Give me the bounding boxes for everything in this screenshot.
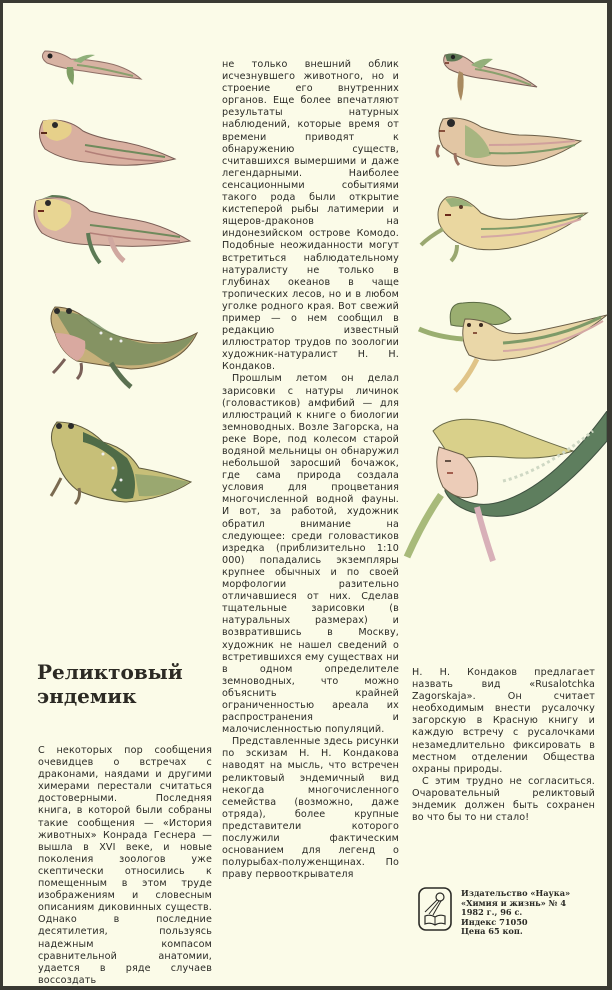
paragraph: не только внешний облик исчезнувшего животного, но и строение его внутренних органов. Еще более впечатляют результаты натурных наблюдений, которые время от времени приводят к обнаружению существ, считавшихся вымершими и даже легендарными. Наиболее сенсационными событиями такого рода были открытие кистеперой рыбы латимерии и ящеров-драконов на индонезийском острове Комодо. Подобные неожиданности могут встретиться наблюдательному натуралисту не только в глубинах океанов в чаще тропических лесов, но и в любом уголке родного края. Вот свежий пример — о нем сообщил в редакцию известный иллюстратор трудов по зоологии художник-натуралист Н. Н. Кондаков.: [222, 59, 399, 373]
magazine-page: [3, 3, 607, 986]
imprint-price: Цена 65 коп.: [461, 926, 523, 937]
paragraph: Прошлым летом он делал зарисовки с натуры личинок (головастиков) амфибий — для иллюстраций к книге о биологии земноводных. Возле Загорска, на реке Воре, под колесом старой водяной мельницы он обнаружил небольшой заросший бочажок, где сама природа создала условия для процветания многочисленной водной фауны. И вот, за работой, художник обратил внимание на следующее: среди головастиков изредка (приблизительно 1:10 000) попадались экземпляры крупнее обычных и по своей морфологии разительно отличавшиеся от них. Сделав тщательные зарисовки (в натуральных размерах) и возвратившись в Москву, художник не нашел сведений о встретившихся ему существах ни в одном определителе земноводных, что можно объяснить крайней ограниченностью ареала их распространения и малочисленностью популяций.: [222, 373, 399, 736]
rusalka-larva-1-illustration: [441, 47, 541, 107]
article-middle-column: [222, 59, 399, 881]
froglet-stage-1-illustration: [41, 303, 201, 403]
article-title-line-1: Реликтовый: [37, 660, 183, 684]
rusalka-adult-illustration: [393, 411, 607, 571]
imprint-text: [461, 889, 570, 937]
paragraph: Представленные здесь рисунки по эскизам Н. Н. Кондакова наводят на мысль, что встречен реликтовый эндемичный вид некогда многочисленного семейства (возможно, даже отряда), более крупные представители которого послужили фактическим основанием для легенд о полурыбах-полуженщинах. По праву первооткрывателя: [222, 736, 399, 881]
paragraph: С этим трудно не согласиться. Очаровательный реликтовый эндемик должен быть сохранен во что бы то ни стало!: [412, 775, 595, 824]
imprint-journal-issue: «Химия и жизнь» № 4: [461, 897, 567, 908]
imprint-year-pages: 1982 г., 96 с.: [461, 907, 523, 918]
sputnik-book-emblem-icon: [417, 886, 453, 932]
imprint-publisher: Издательство «Наука»: [461, 888, 571, 898]
publisher-imprint: [417, 886, 607, 936]
article-title-line-2: эндемик: [37, 684, 137, 708]
rusalka-larva-2-illustration: [435, 115, 585, 177]
tadpole-stage-3-illustration: [30, 189, 195, 269]
tadpole-stage-1-illustration: [37, 41, 147, 91]
rusalka-larva-3-illustration: [417, 193, 597, 267]
tadpole-stage-2-illustration: [35, 111, 180, 181]
article-title: [37, 660, 217, 708]
froglet-stage-2-illustration: [43, 418, 193, 523]
paragraph: Н. Н. Кондаков предлагает назвать вид «Rusalotchka Zagorskaja». Он считает необходимым внести русалочку загорскую в Красную книгу и каждую встречу с русалочками незамедлительно фиксировать в местном отделении Общества охраны природы.: [412, 667, 595, 775]
rusalka-juvenile-illustration: [407, 299, 607, 399]
imprint-index: Индекс 71050: [461, 916, 528, 927]
paragraph: С некоторых пор сообщения очевидцев о встречах с драконами, наядами и другими химерами перестали считаться достоверными. Последняя книга, в которой были собраны такие сообщения — «История животных» Конрада Геснера — вышла в XVI веке, и новые поколения зоологов уже скептически относились к помещенным в этом труде изображениям и словесным описаниям диковинных существ. Однако в последние десятилетия, пользуясь надежным компасом сравнительной анатомии, удается в ряде случаев воссоздать: [38, 745, 212, 986]
article-left-column: [38, 745, 212, 986]
article-right-column: [412, 667, 595, 824]
